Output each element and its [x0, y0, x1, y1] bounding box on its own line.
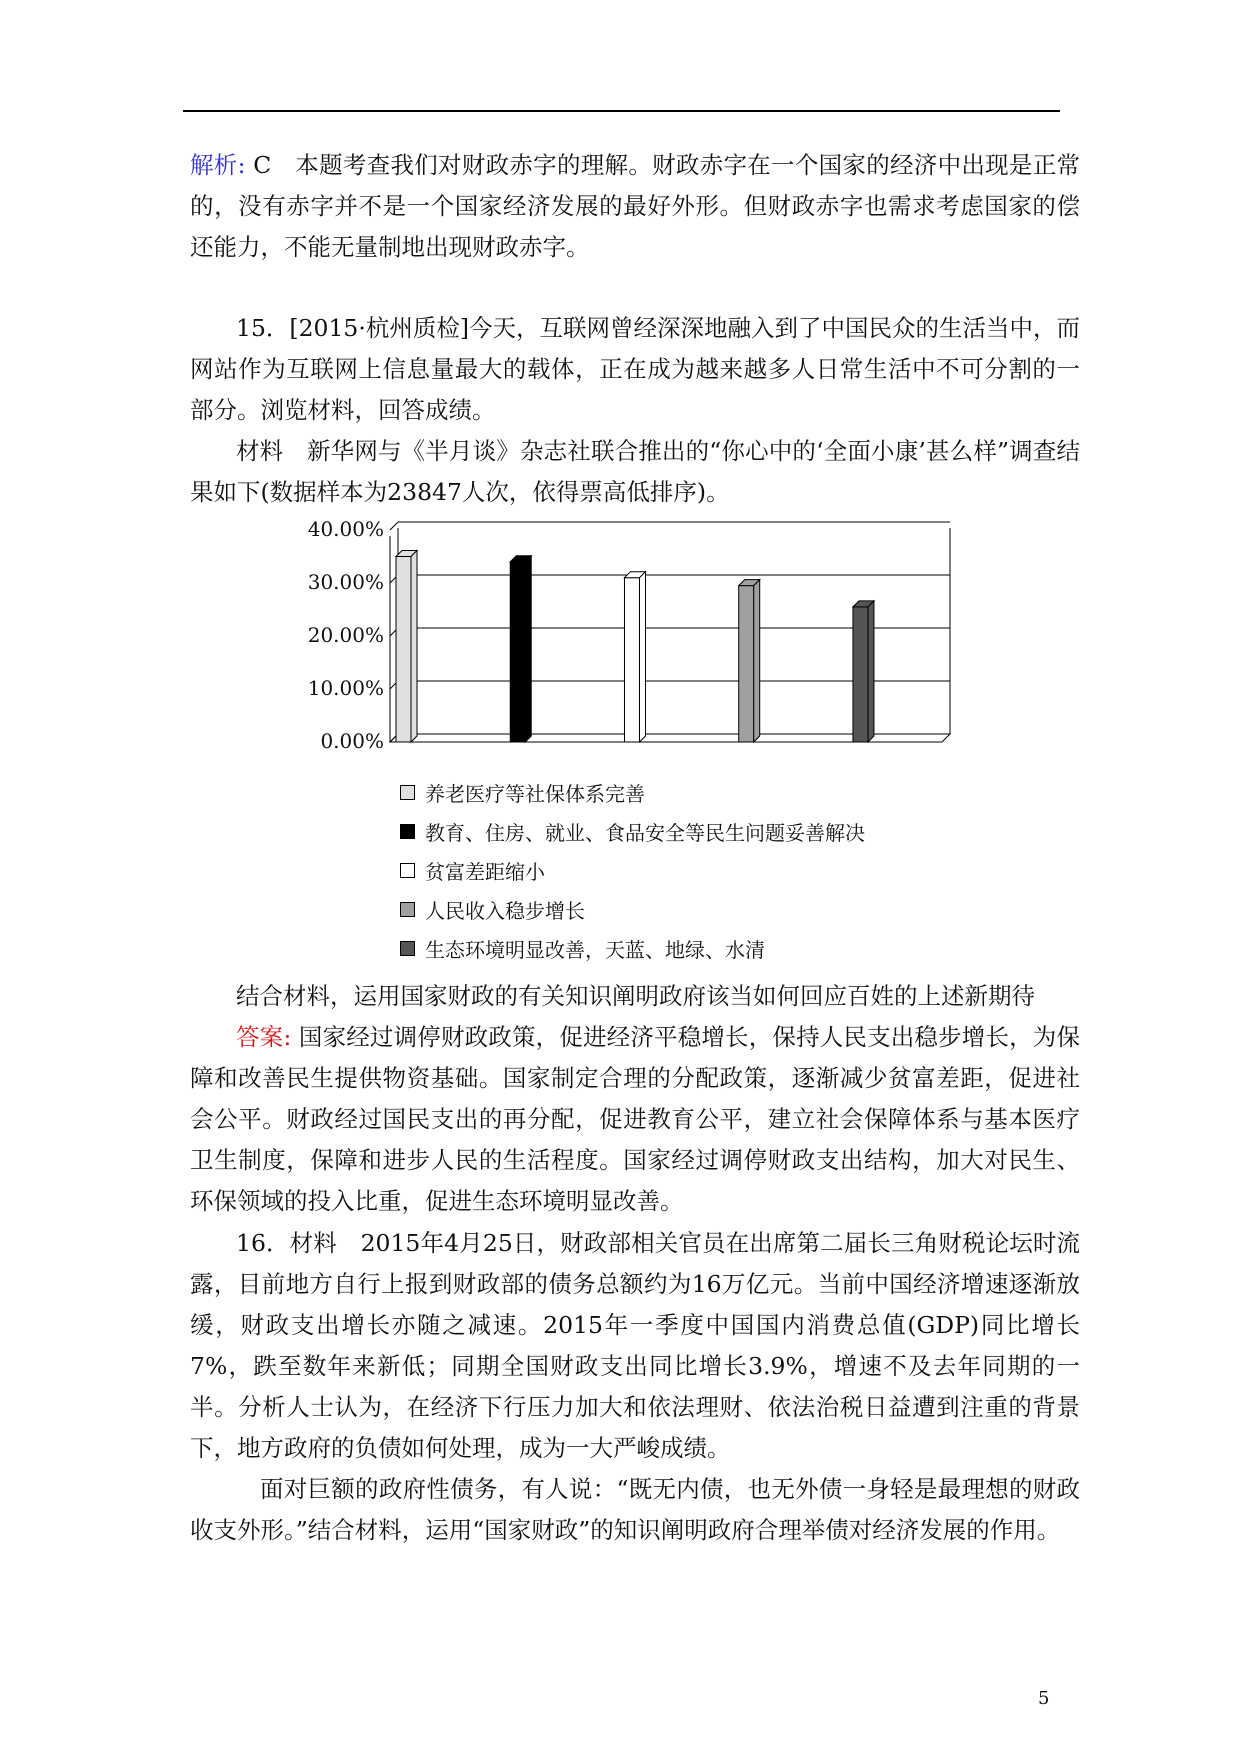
- chart-bar-side: [525, 556, 531, 742]
- legend-label: 教育、住房、就业、食品安全等民生问题妥善解决: [425, 821, 865, 845]
- answer-text: 国家经过调停财政政策，促进经济平稳增长，保持人民支出稳步增长，为保障和改善民生提供物资基础。国家制定合理的分配政策，逐渐减少贫富差距，促进社会公平。财政经过国民支出的再分配，促进教育公平，建立社会保障体系与基本医疗卫生制度，保障和进步人民的生活程度。国家经过调停财政支出结构，加大对民生、环保领域的投入比重，促进生态环境明显改善。: [190, 1023, 1080, 1215]
- legend-swatch: [400, 941, 415, 956]
- q15-intro: 15．[2015·杭州质检]今天，互联网曾经深深地融入到了中国民众的生活当中，而网站作为互联网上信息量最大的载体，正在成为越来越多人日常生活中不可分割的一部分。浏览材料，回答成绩。: [190, 314, 1081, 424]
- answer-label: 答案:: [236, 1023, 292, 1051]
- chart-bar-front: [739, 586, 754, 742]
- legend-label: 生态环境明显改善，天蓝、地绿、水清: [425, 938, 765, 962]
- bar-chart: [290, 517, 970, 770]
- q15-material: 材料 新华网与《半月谈》杂志社联合推出的“你心中的‘全面小康’甚么样”调查结果如下(数据样本为23847人次，依得票高低排序)。: [190, 437, 1080, 506]
- legend-item: [400, 773, 1000, 812]
- analysis-text: C 本题考查我们对财政赤字的理解。财政赤字在一个国家的经济中出现是正常的，没有赤字并不是一个国家经济发展的最好外形。但财政赤字也需求考虑国家的偿还能力，不能无量制地出现财政赤字。: [190, 151, 1081, 261]
- chart-bar-side: [868, 601, 874, 742]
- chart-y-tick-label: 10.00%: [307, 676, 384, 700]
- chart-y-tick-label: 30.00%: [307, 570, 384, 594]
- chart-y-ticks: [308, 517, 384, 753]
- chart-legend: [400, 773, 1000, 968]
- chart-bar: [853, 601, 874, 742]
- chart-bar: [510, 556, 531, 742]
- chart-bar-front: [624, 578, 639, 742]
- chart-y-tick-label: 20.00%: [307, 623, 384, 647]
- q15-answer: [190, 1017, 1080, 1222]
- chart-bar-side: [639, 572, 645, 742]
- q16-question: 面对巨额的政府性债务，有人说：“既无内债，也无外债一身轻是最理想的财政收支外形。”结合材料，运用“国家财政”的知识阐明政府合理举债对经济发展的作用。: [190, 1475, 1080, 1544]
- chart-bar-side: [754, 580, 760, 742]
- legend-label: 贫富差距缩小: [425, 860, 545, 884]
- legend-swatch: [400, 785, 415, 800]
- chart-bar: [396, 551, 417, 743]
- header-rule: [183, 110, 1060, 112]
- chart-y-tick-label: 0.00%: [320, 729, 384, 753]
- legend-item: [400, 812, 1000, 851]
- legend-label: 养老医疗等社保体系完善: [425, 782, 645, 806]
- chart-bar: [624, 572, 645, 742]
- legend-swatch: [400, 824, 415, 839]
- q16-material: 16．材料 2015年4月25日，财政部相关官员在出席第二届长三角财税论坛时流露，目前地方自行上报到财政部的债务总额约为16万亿元。当前中国经济增速逐渐放缓，财政支出增长亦随之减速。2015年一季度中国国内消费总值(GDP)同比增长7%，跌至数年来新低；同期全国财政支出同比增长3.9%，增速不及去年同期的一半。分析人士认为，在经济下行压力加大和依法理财、依法治税日益遭到注重的背景下，地方政府的负债如何处理，成为一大严峻成绩。: [190, 1229, 1080, 1462]
- chart-bar-front: [853, 607, 868, 742]
- legend-item: [400, 851, 1000, 890]
- chart-bar-side: [411, 551, 417, 743]
- legend-item: [400, 929, 1000, 968]
- chart-gridline-diag: [390, 522, 398, 530]
- chart-bar: [739, 580, 760, 742]
- q15-question: 结合材料，运用国家财政的有关知识阐明政府该当如何回应百姓的上述新期待: [236, 982, 1035, 1010]
- legend-item: [400, 890, 1000, 929]
- chart-y-tick-label: 40.00%: [307, 517, 384, 541]
- chart-bars: [396, 551, 874, 743]
- legend-swatch: [400, 863, 415, 878]
- legend-label: 人民收入稳步增长: [425, 899, 585, 923]
- page-number: 5: [1038, 1688, 1050, 1709]
- legend-swatch: [400, 902, 415, 917]
- analysis-label: 解析:: [190, 151, 246, 179]
- q14-analysis: [190, 145, 1080, 268]
- chart-bar-front: [510, 562, 525, 742]
- chart-bar-front: [396, 557, 411, 743]
